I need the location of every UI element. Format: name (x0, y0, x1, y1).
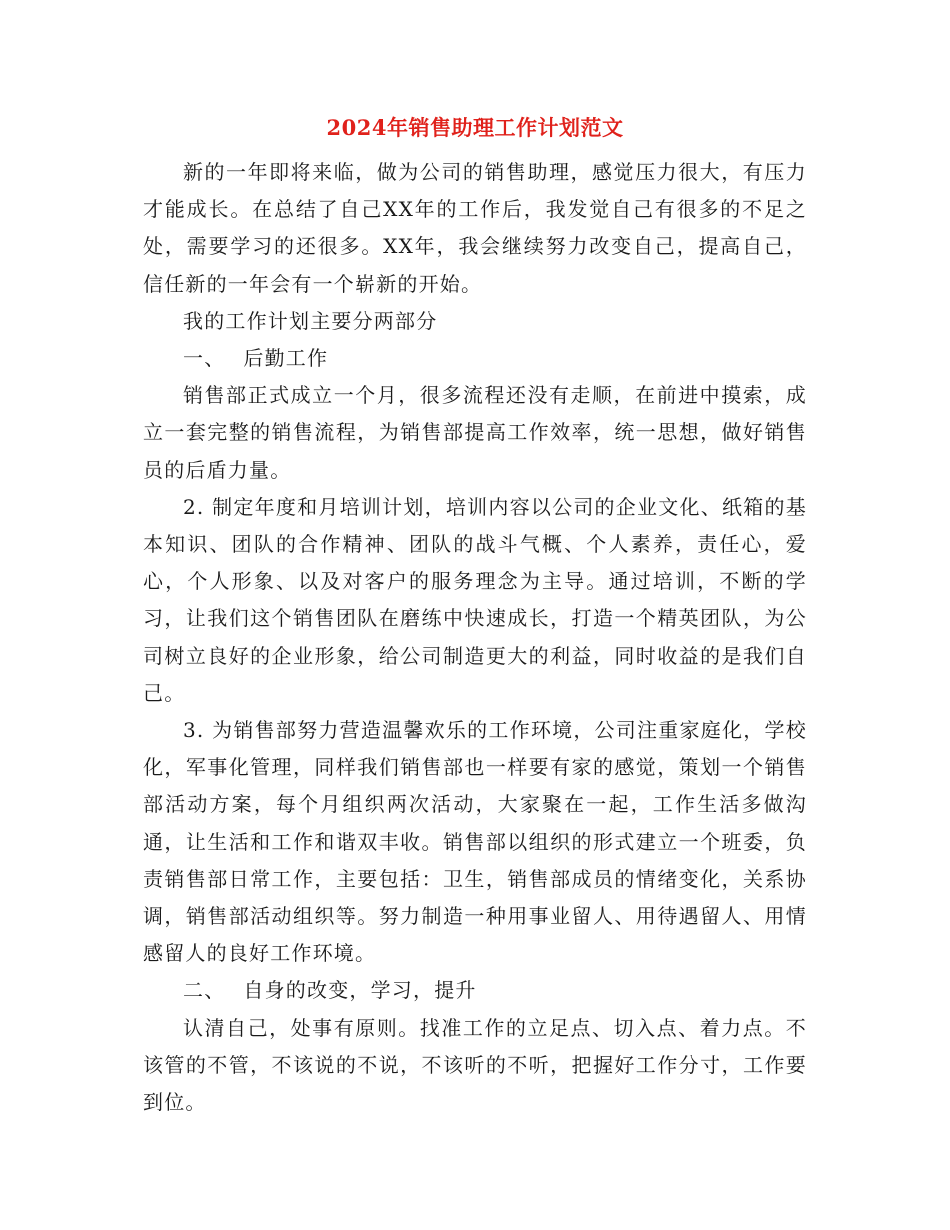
self-improvement-paragraph-1: 认清自己，处事有原则。找准工作的立足点、切入点、着力点。不该管的不管，不该说的不说，不该听的不听，把握好工作分寸，工作要到位。 (143, 1015, 807, 1115)
section-heading-text: 后勤工作 (243, 346, 329, 371)
intro-paragraph: 新的一年即将来临，做为公司的销售助理，感觉压力很大，有压力才能成长。在总结了自己XX年的工作后，我发觉自己有很多的不足之处，需要学习的还很多。XX年，我会继续努力改变自己，提高自己，信任新的一年会有一个崭新的开始。 (143, 160, 807, 296)
plan-intro-paragraph: 我的工作计划主要分两部分 (183, 308, 438, 333)
document-body (143, 154, 807, 1121)
section-number: 二、 (183, 978, 226, 1003)
section-number: 一、 (183, 346, 226, 371)
section-heading-self-improvement (143, 972, 807, 1009)
logistics-paragraph-1: 销售部正式成立一个月，很多流程还没有走顺，在前进中摸索，成立一套完整的销售流程，为销售部提高工作效率，统一思想，做好销售员的后盾力量。 (143, 383, 807, 482)
logistics-paragraph-3: 3. 为销售部努力营造温馨欢乐的工作环境，公司注重家庭化，学校化，军事化管理，同样我们销售部也一样要有家的感觉，策划一个销售部活动方案，每个月组织两次活动，大家聚在一起，工作生活多做沟通，让生活和工作和谐双丰收。销售部以组织的形式建立一个班委，负责销售部日常工作，主要包括：卫生，销售部成员的情绪变化，关系协调，销售部活动组织等。努力制造一种用事业留人、用待遇留人、用情感留人的良好工作环境。 (143, 718, 807, 966)
logistics-paragraph-2: 2. 制定年度和月培训计划，培训内容以公司的企业文化、纸箱的基本知识、团队的合作精神、团队的战斗气概、个人素养，责任心，爱心，个人形象、以及对客户的服务理念为主导。通过培训，不断的学习，让我们这个销售团队在磨练中快速成长，打造一个精英团队，为公司树立良好的企业形象，给公司制造更大的利益，同时收益的是我们自己。 (143, 494, 807, 705)
section-heading-text: 自身的改变，学习，提升 (243, 978, 477, 1003)
document-title: 2024年销售助理工作计划范文 (326, 115, 624, 140)
section-heading-logistics (143, 340, 807, 377)
